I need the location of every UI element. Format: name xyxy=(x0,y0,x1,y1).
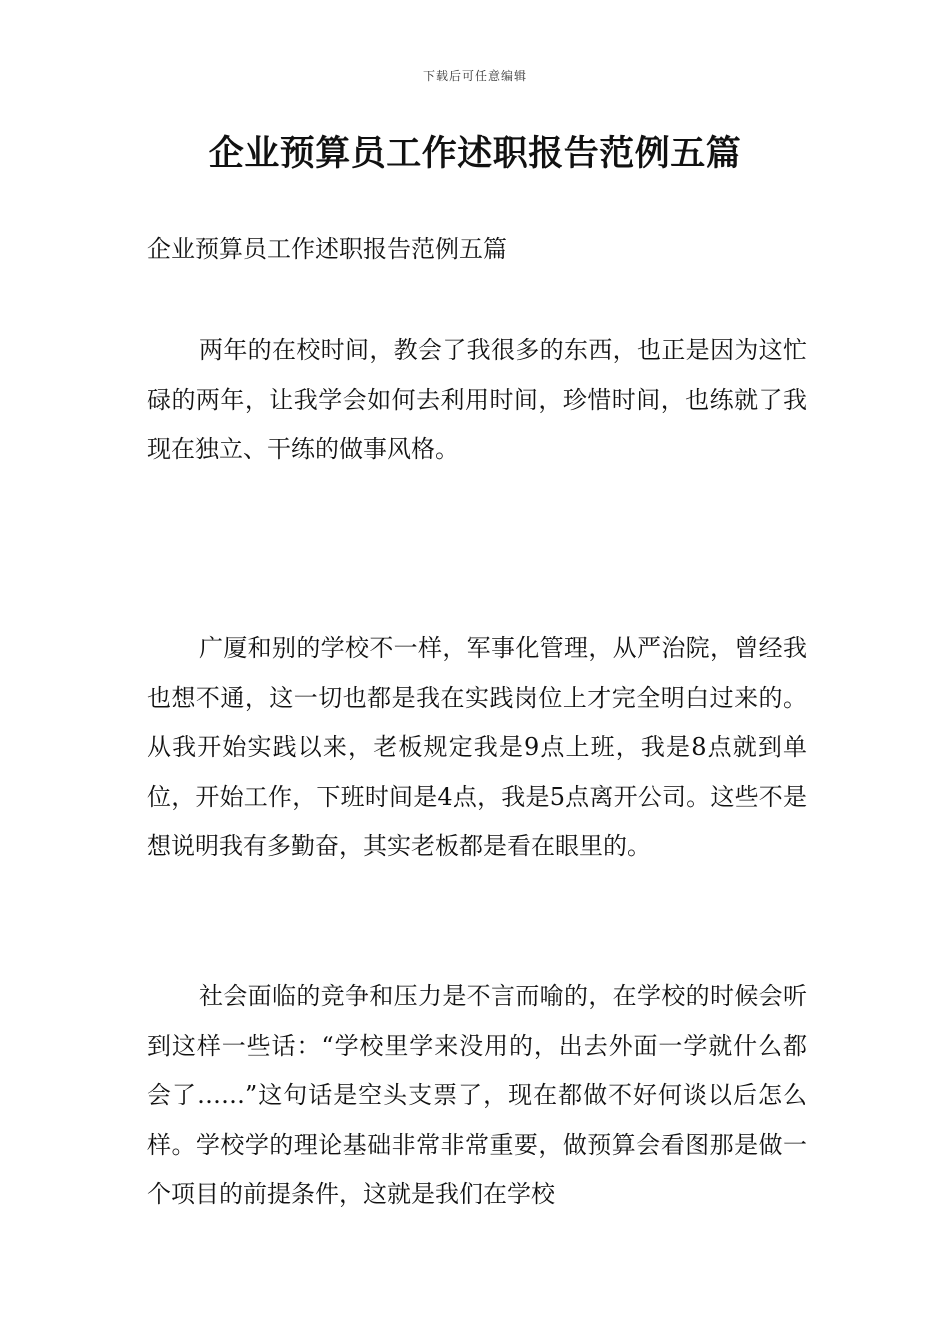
document-subtitle: 企业预算员工作述职报告范例五篇 xyxy=(147,235,507,263)
header-note: 下载后可任意编辑 xyxy=(422,69,527,83)
document-title: 企业预算员工作述职报告范例五篇 xyxy=(208,134,742,174)
paragraph-1: 两年的在校时间，教会了我很多的东西，也正是因为这忙碌的两年，让我学会如何去利用时间，珍惜时间，也练就了我现在独立、干练的做事风格。 xyxy=(147,336,807,463)
paragraph-2: 广厦和别的学校不一样，军事化管理，从严治院，曾经我也想不通，这一切也都是我在实践岗位上才完全明白过来的。从我开始实践以来，老板规定我是9点上班，我是8点就到单位，开始工作，下班时间是4点，我是5点离开公司。这些不是想说明我有多勤奋，其实老板都是看在眼里的。 xyxy=(147,634,807,860)
paragraph-3: 社会面临的竞争和压力是不言而喻的，在学校的时候会听到这样一些话：“学校里学来没用的，出去外面一学就什么都会了……”这句话是空头支票了，现在都做不好何谈以后怎么样。学校学的理论基础非常非常重要，做预算会看图那是做一个项目的前提条件，这就是我们在学校 xyxy=(147,982,807,1208)
